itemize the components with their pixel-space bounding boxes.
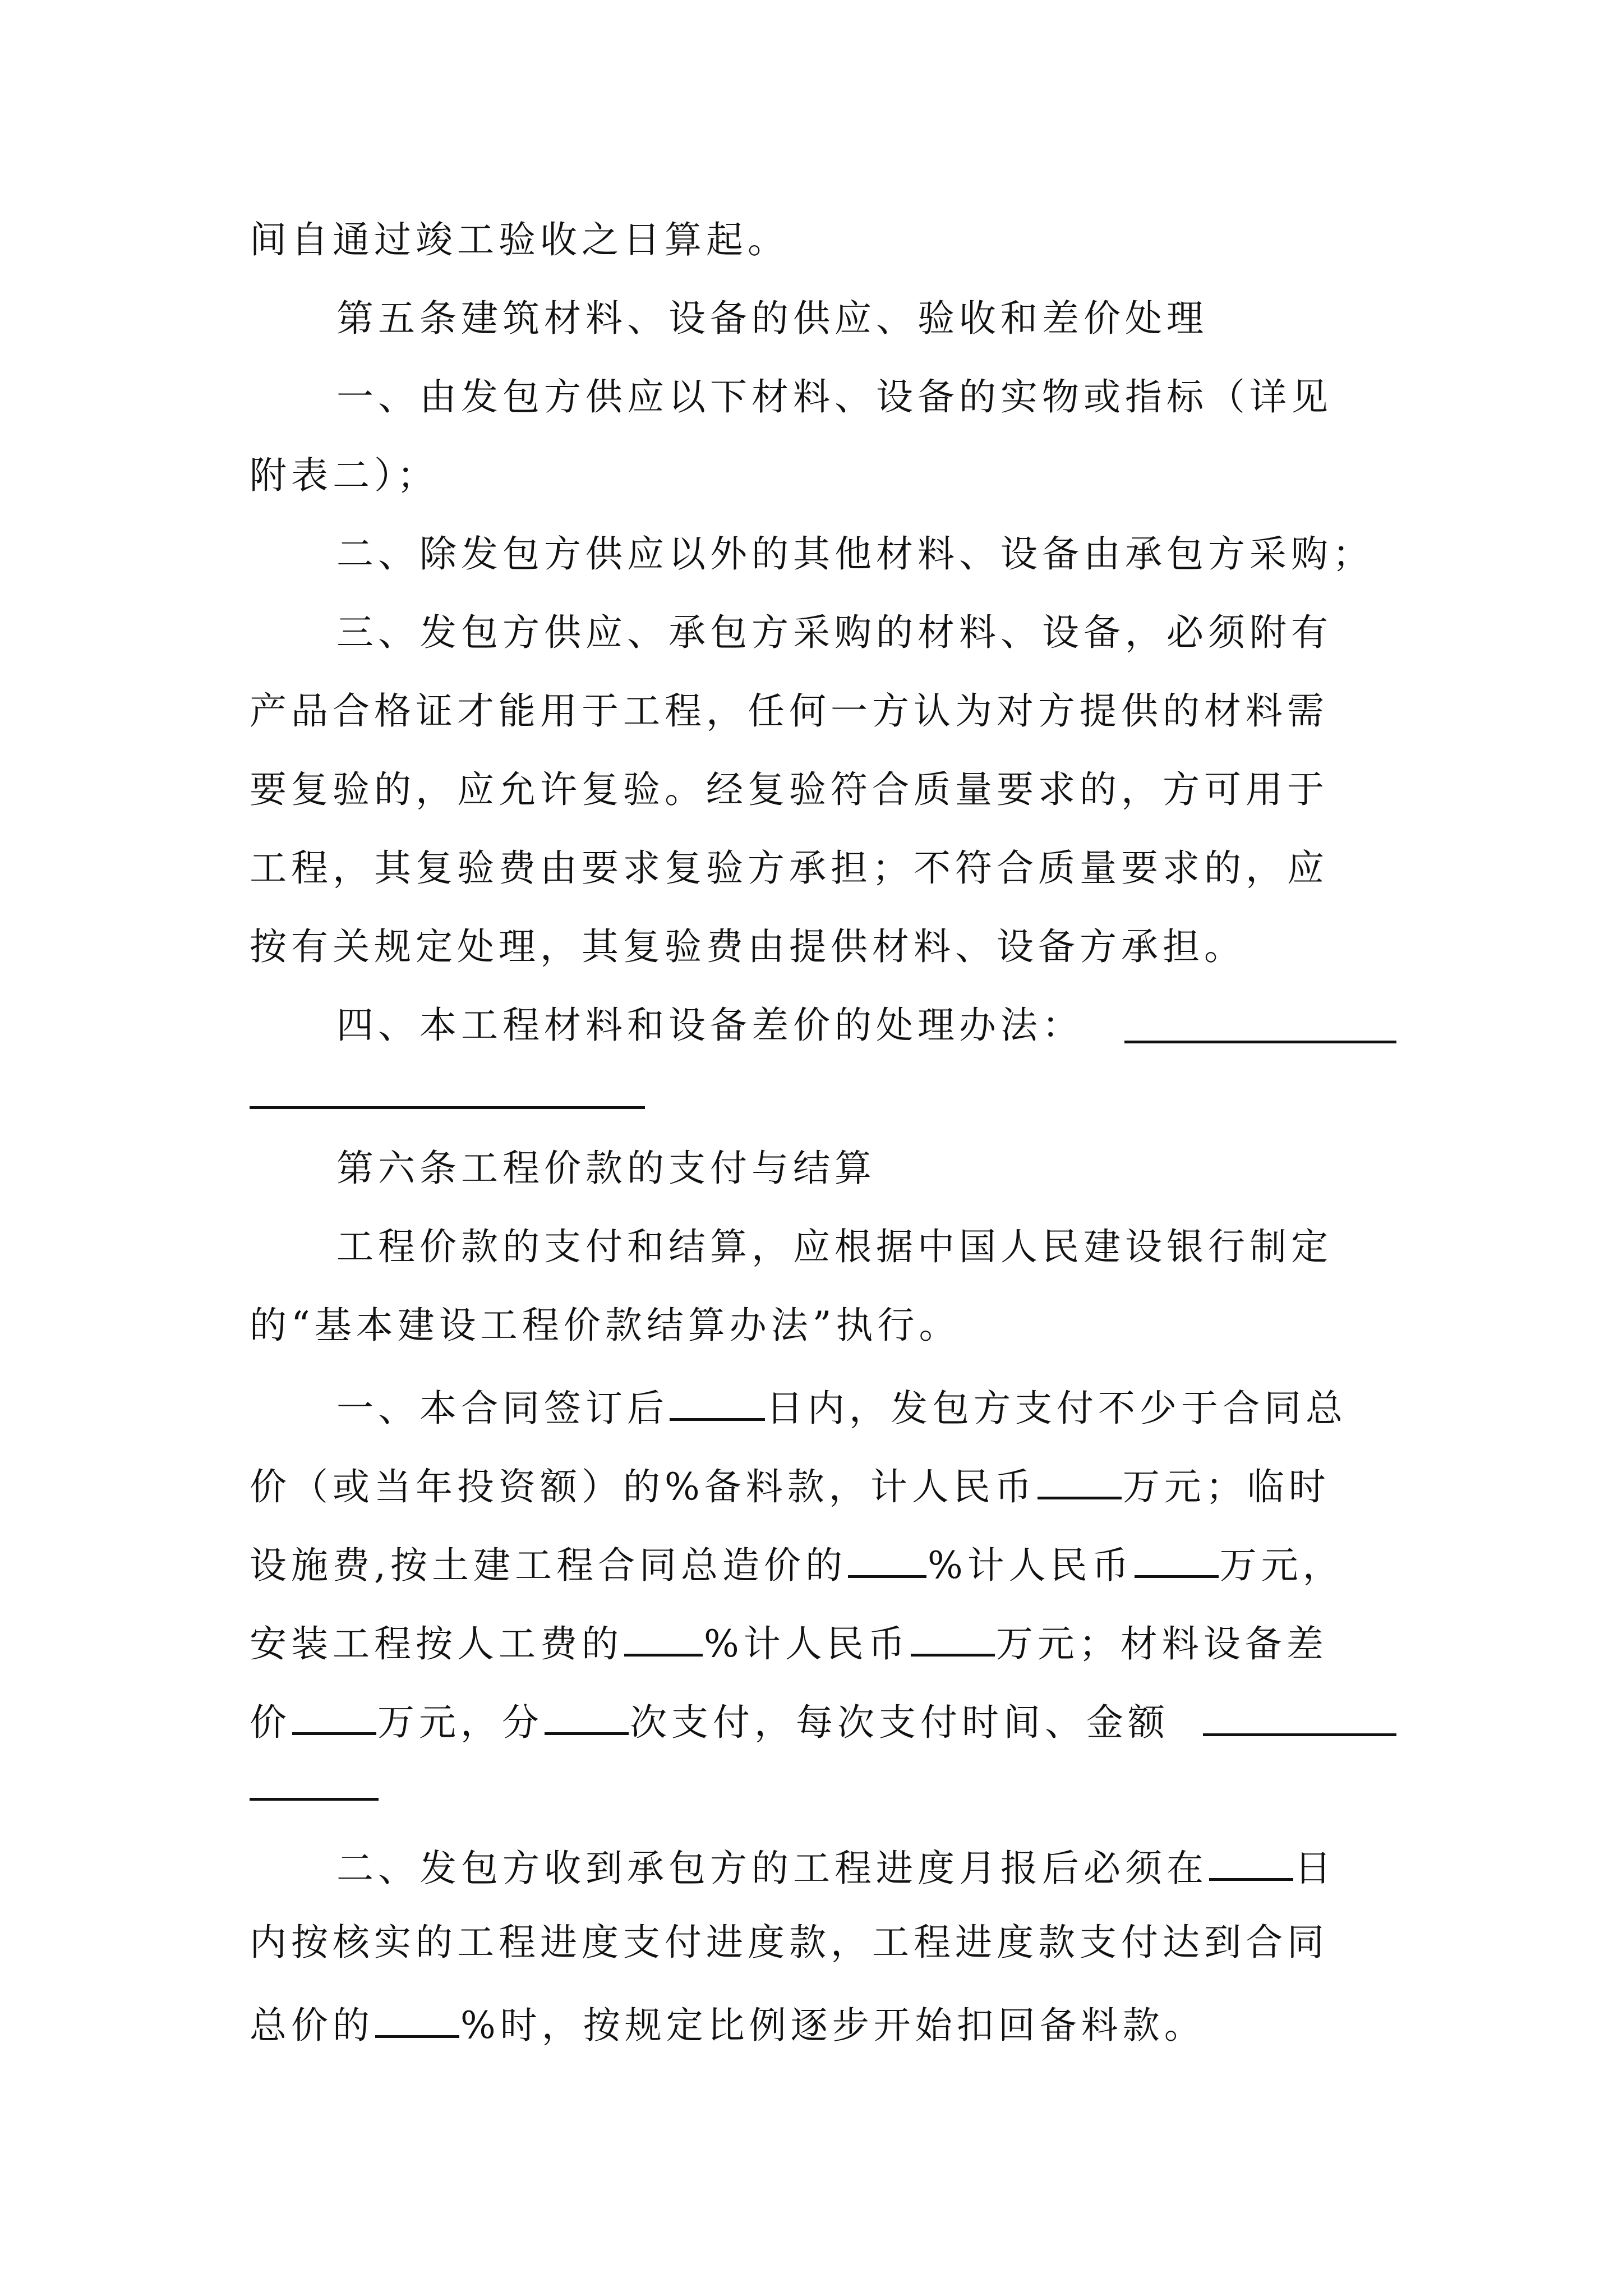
text-line: 总价的 %时，按规定比例逐步开始扣回备料款。 <box>250 2004 1206 2047</box>
text-line: 间自通过竣工验收之日算起。 <box>250 218 789 261</box>
fill-in-blank <box>670 1386 765 1421</box>
text-line: 价 万元，分 次支付，每次支付时间、金额 <box>250 1701 1169 1744</box>
text-line: 内按核实的工程进度支付进度款，工程进度款支付达到合同 <box>250 1921 1329 1964</box>
text-line: 工程，其复验费由要求复验方承担；不符合质量要求的，应 <box>250 846 1329 890</box>
text-line: 安装工程按人工费的 %计人民币 万元；材料设备差 <box>250 1622 1328 1665</box>
text-line: 附表二）； <box>250 454 439 497</box>
article-5-heading: 第五条建筑材料、设备的供应、验收和差价处理 <box>336 297 1208 340</box>
text-line: 要复验的，应允许复验。经复验符合质量要求的，方可用于 <box>250 768 1329 811</box>
fill-in-blank <box>1135 1543 1219 1578</box>
fill-in-blank <box>292 1700 376 1735</box>
fill-in-blank <box>250 1798 379 1801</box>
fill-in-blank <box>545 1700 629 1735</box>
text-line: 四、本工程材料和设备差价的处理办法： <box>336 1004 1083 1047</box>
text-line: 一、本合同签订后 日内，发包方支付不少于合同总 <box>336 1387 1347 1430</box>
text-line: 的“基本建设工程价款结算办法”执行。 <box>250 1304 961 1347</box>
text-line: 设施费,按土建工程合同总造价的 %计人民币 万元， <box>250 1544 1344 1587</box>
fill-in-blank <box>911 1621 995 1657</box>
text-line: 一、由发包方供应以下材料、设备的实物或指标（详见 <box>336 375 1332 418</box>
fill-in-blank <box>1038 1464 1122 1499</box>
text-line: 三、发包方供应、承包方采购的材料、设备，必须附有 <box>336 611 1332 654</box>
article-6-heading: 第六条工程价款的支付与结算 <box>336 1147 876 1190</box>
text-line: 工程价款的支付和结算，应根据中国人民建设银行制定 <box>336 1225 1332 1268</box>
fill-in-blank <box>1203 1733 1396 1736</box>
text-line: 按有关规定处理，其复验费由提供材料、设备方承担。 <box>250 925 1246 968</box>
text-line: 二、除发包方供应以外的其他材料、设备由承包方采购； <box>336 532 1374 576</box>
fill-in-blank <box>848 1543 926 1578</box>
text-line: 价（或当年投资额）的%备料款，计人民币 万元；临时 <box>250 1465 1330 1508</box>
text-line: 二、发包方收到承包方的工程进度月报后必须在 日 <box>336 1847 1336 1890</box>
fill-in-blank <box>1209 1846 1293 1881</box>
fill-in-blank <box>250 1106 645 1109</box>
fill-in-blank <box>624 1621 703 1657</box>
text-line: 产品合格证才能用于工程，任何一方认为对方提供的材料需 <box>250 689 1329 733</box>
fill-in-blank <box>375 2003 459 2038</box>
fill-in-blank <box>1124 1041 1396 1043</box>
